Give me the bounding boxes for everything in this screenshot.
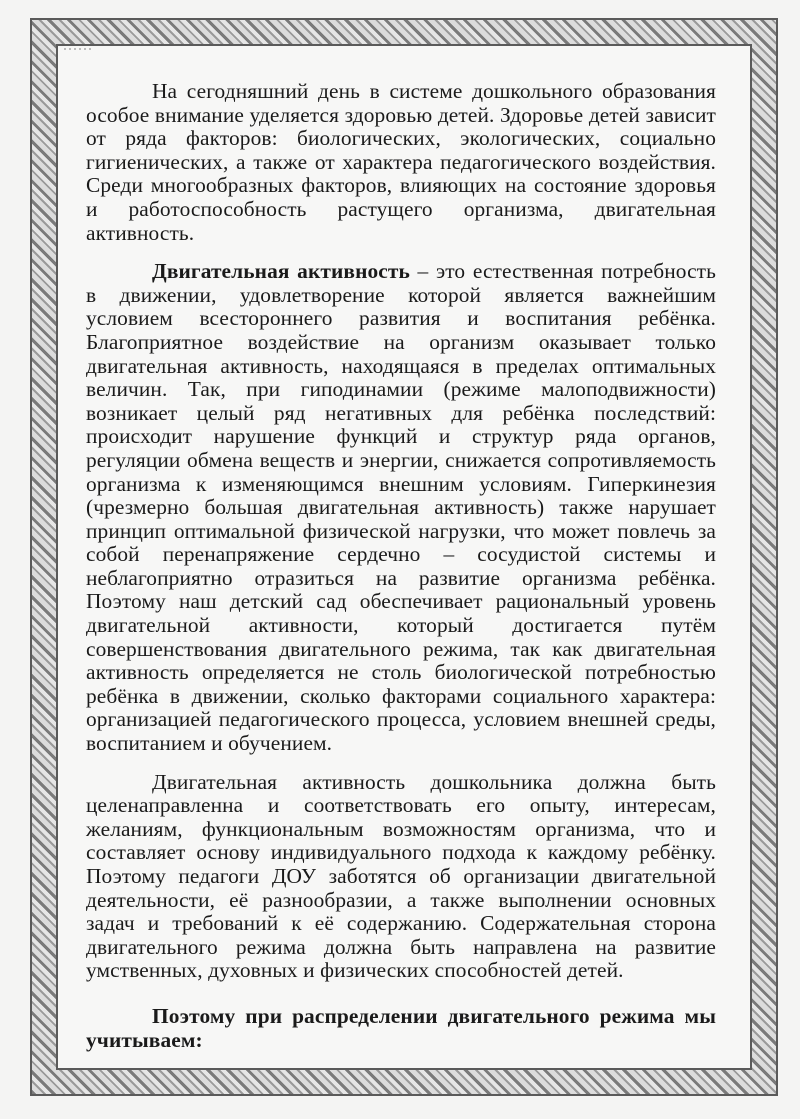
paragraph-motor-activity bbox=[86, 260, 716, 755]
paragraph-intro: На сегодняшний день в системе дошкольного образования особое внимание уделяется здоровью детей. Здоровье детей зависит от ряда факторов: биологических, экологических, социально гигиенических, а также от характера педагогического воздействия. Среди многообразных факторов, влияющих на состояние здоровья и работоспособность растущего организма, двигательная активность. bbox=[86, 79, 716, 245]
document-body bbox=[58, 46, 750, 1068]
scan-artifact bbox=[64, 48, 94, 50]
paragraph-conclusion: Поэтому при распределении двигательного режима мы учитываем: bbox=[86, 1003, 716, 1052]
term-motor-activity: Двигательная активность bbox=[152, 259, 410, 284]
paragraph-preschooler-activity: Двигательная активность дошкольника должна быть целенаправленна и соответствовать его опыту, интересам, желаниям, функциональным возможностям организма, что и составляет основу индивидуального подхода к каждому ребёнку. Поэтому педагоги ДОУ заботятся об организации двигательной деятельности, её разнообразии, а также выполнении основных задач и требований к её содержанию. Содержательная сторона двигательного режима должна быть направлена на развитие умственных, духовных и физических способностей детей. bbox=[86, 769, 716, 983]
paragraph-motor-activity-text: – это естественная потребность в движении, удовлетворение которой является важнейшим условием всестороннего развития и воспитания ребёнка. Благоприятное воздействие на организм оказывает только двигательная активность, находящаяся в пределах оптимальных величин. Так, при гиподинамии (режиме малоподвижности) возникает целый ряд негативных для ребёнка последствий: происходит нарушение функций и структур ряда органов, регуляции обмена веществ и энергии, снижается сопротивляемость организма к изменяющимся внешним условиям. Гиперкинезия (чрезмерно большая двигательная активность) также нарушает принцип оптимальной физической нагрузки, что может повлечь за собой перенапряжение сердечно – сосудистой системы и неблагоприятно отразиться на развитие организма ребёнка. Поэтому наш детский сад обеспечивает рациональный уровень двигательной активности, который достигается путём совершенствования двигательного режима, так как двигательная активность определяется не столь биологической потребностью ребёнка в движении, сколько факторами социального характера: организацией педагогического процесса, условием внешней среды, воспитанием и обучением. bbox=[86, 259, 716, 756]
